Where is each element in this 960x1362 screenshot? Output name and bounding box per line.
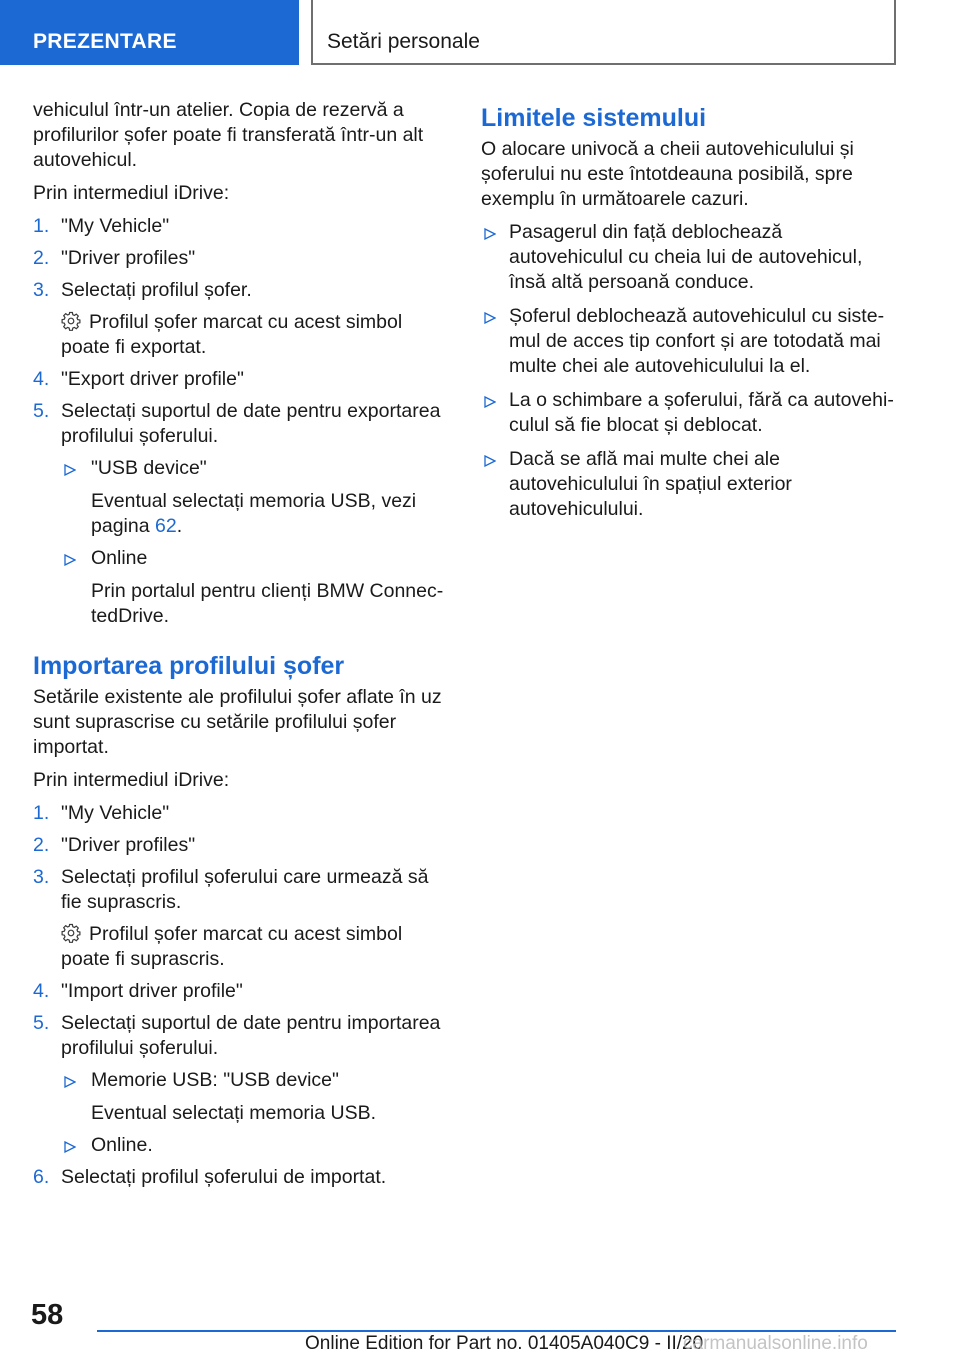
right-column [481, 103, 901, 531]
step-number: 5. [33, 400, 50, 422]
export-step [33, 214, 448, 239]
option-desc-tail: . [176, 515, 183, 537]
gear-icon [61, 923, 81, 943]
header-chapter-box [311, 0, 896, 65]
left-column [33, 98, 448, 1197]
step-text: Selectați profilul șoferului de importat. [61, 1166, 387, 1188]
import-options-list [61, 1068, 448, 1158]
step-number: 3. [33, 279, 50, 301]
list-item [481, 220, 901, 295]
step-text: "Driver profiles" [61, 834, 196, 856]
case-text: Pasagerul din față deblochează autovehiculul cu cheia lui de autovehicul, însă altă persoană conduce. [509, 221, 863, 293]
list-item [61, 546, 448, 629]
note-text: Profilul șofer marcat cu acest simbol poate fi exportat. [61, 311, 403, 358]
import-step [33, 801, 448, 826]
list-item [481, 304, 901, 379]
step-text: "Driver profiles" [61, 247, 196, 269]
watermark-text: carmanualsonline.info [683, 1333, 868, 1354]
import-intro-paragraph: Setările existente ale profilului șofer aflate în uz sunt suprascrise cu setările profilului șofer importat. [33, 686, 442, 758]
header-section-tab [0, 0, 299, 65]
step-number: 5. [33, 1012, 50, 1034]
list-item [481, 447, 901, 522]
step-number: 2. [33, 247, 50, 269]
page-number: 58 [31, 1299, 64, 1331]
step-number: 4. [33, 980, 50, 1002]
import-step [33, 833, 448, 858]
step-text: Selectați suportul de date pentru exportarea profilului șoferului. [61, 400, 441, 447]
option-description: Eventual selectați memoria USB. [91, 1102, 377, 1124]
option-label: "USB device" [91, 457, 207, 479]
option-desc-text: Eventual selectați memoria USB, vezi pagina [91, 490, 417, 537]
intro-paragraph: vehiculul într-un atelier. Copia de rezervă a profilurilor șofer poate fi transferată într-un alt autovehicul. [33, 99, 424, 171]
export-step [33, 367, 448, 392]
gear-icon [61, 311, 81, 331]
export-step [33, 246, 448, 271]
step-number: 6. [33, 1166, 50, 1188]
header-section-label: PREZENTARE [33, 30, 177, 53]
import-heading: Importarea profilului șofer [33, 652, 345, 680]
step-number: 1. [33, 215, 50, 237]
step-text: Selectați suportul de date pentru importarea profilului șoferului. [61, 1012, 441, 1059]
note-text: Profilul șofer marcat cu acest simbol poate fi suprascris. [61, 923, 403, 970]
page-link[interactable]: 62 [154, 515, 177, 537]
export-symbol-note [61, 310, 448, 360]
import-step [33, 1011, 448, 1061]
case-text: Dacă se află mai multe chei ale autovehiculului în spațiul exterior autovehiculului. [509, 448, 792, 520]
list-item [61, 1133, 448, 1158]
via-idrive-label: Prin intermediul iDrive: [33, 182, 230, 204]
step-number: 1. [33, 802, 50, 824]
import-step [33, 979, 448, 1004]
list-item [61, 1068, 448, 1126]
option-label: Memorie USB: "USB device" [91, 1069, 339, 1091]
import-step [33, 1165, 448, 1190]
edition-text: Online Edition for Part no. 01405A040C9 - II/20 [305, 1333, 704, 1354]
option-label: Online. [91, 1134, 153, 1156]
step-text: "My Vehicle" [61, 802, 170, 824]
step-text: "Export driver profile" [61, 368, 244, 390]
export-options-list [61, 456, 448, 629]
footer-divider [97, 1330, 896, 1332]
limits-cases-list [481, 220, 901, 522]
step-text: "Import driver profile" [61, 980, 243, 1002]
limits-heading: Limitele sistemului [481, 104, 707, 132]
step-text: "My Vehicle" [61, 215, 170, 237]
limits-intro-paragraph: O alocare univocă a cheii autovehiculului și șoferului nu este întotdeauna posibilă, spre exemplu în următoarele cazuri. [481, 138, 854, 210]
header-chapter-label: Setări personale [327, 30, 480, 53]
step-number: 4. [33, 368, 50, 390]
option-description: Prin portalul pentru clienți BMW ConnectedDrive. [91, 580, 444, 627]
export-step [33, 278, 448, 303]
option-description [91, 489, 448, 539]
step-number: 3. [33, 866, 50, 888]
option-label: Online [91, 547, 148, 569]
import-symbol-note [61, 922, 448, 972]
list-item [61, 456, 448, 539]
export-step [33, 399, 448, 449]
list-item [481, 388, 901, 438]
import-step [33, 865, 448, 915]
case-text: Șoferul deblochează autovehiculul cu sistemul de acces tip confort și are totodată mai multe chei ale autovehiculului la el. [509, 305, 885, 377]
step-number: 2. [33, 834, 50, 856]
case-text: La o schimbare a șoferului, fără ca autovehiculul să fie blocat și deblocat. [509, 389, 894, 436]
step-text: Selectați profilul șoferului care urmează să fie suprascris. [61, 866, 429, 913]
step-text: Selectați profilul șofer. [61, 279, 252, 301]
via-idrive-label: Prin intermediul iDrive: [33, 769, 230, 791]
